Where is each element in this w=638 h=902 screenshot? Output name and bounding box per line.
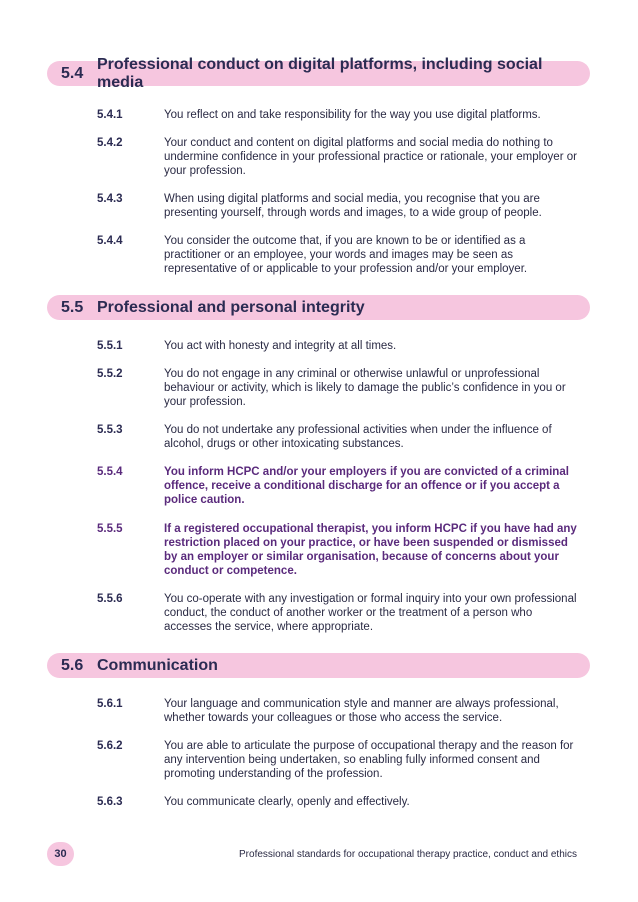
item-code: 5.6.1 [97, 698, 123, 710]
item-text: You act with honesty and integrity at all times. [164, 340, 397, 352]
item-code: 5.6.3 [97, 796, 123, 808]
section-number: 5.4 [61, 64, 84, 82]
item-code: 5.5.1 [97, 340, 123, 352]
item-text: If a registered occupational therapist, you inform HCPC if you have had any restriction placed on your practice, or have been suspended or dismissed by an employer or similar organisation, because of concerns about your conduct or competence. [164, 523, 577, 577]
item-text: You inform HCPC and/or your employers if you are convicted of a criminal offence, receive a conditional discharge for an offence or if you accept a police caution. [164, 466, 569, 506]
item-text: You do not undertake any professional activities when under the influence of alcohol, drugs or other intoxicating substances. [164, 424, 552, 450]
item-text: You co-operate with any investigation or formal inquiry into your own professional conduct, the conduct of another worker or the treatment of a person who accesses the service, where appropriate. [164, 593, 577, 633]
page-number: 30 [47, 842, 74, 866]
section-title: Communication [97, 656, 218, 674]
section-number: 5.5 [61, 298, 84, 316]
item-text: You reflect on and take responsibility for the way you use digital platforms. [164, 109, 541, 121]
item-code: 5.5.3 [97, 424, 123, 436]
item-code: 5.4.2 [97, 137, 123, 149]
item-text: You consider the outcome that, if you are known to be or identified as a practitioner or an employee, your words and images may be seen as representative of or applicable to your profession and/or your employer. [164, 235, 528, 275]
item-code: 5.5.4 [97, 466, 123, 478]
item-text: Your conduct and content on digital platforms and social media do nothing to undermine confidence in your professional practice or rationale, your employer or your profession. [164, 137, 577, 177]
section-title: Professional conduct on digital platforms, including social media [97, 55, 543, 91]
item-code: 5.6.2 [97, 740, 123, 752]
item-text: You are able to articulate the purpose of occupational therapy and the reason for any intervention being undertaken, so enabling fully informed consent and promoting understanding of the profession. [164, 740, 574, 780]
item-code: 5.5.5 [97, 523, 123, 535]
item-text: You communicate clearly, openly and effectively. [164, 796, 410, 808]
item-code: 5.4.4 [97, 235, 123, 247]
section-heading-5-4 [47, 55, 590, 91]
section-heading-5-5 [47, 295, 590, 320]
section-heading-5-6 [47, 653, 590, 678]
item-code: 5.4.1 [97, 109, 123, 121]
item-code: 5.5.2 [97, 368, 123, 380]
footer-document-title: Professional standards for occupational therapy practice, conduct and ethics [239, 849, 577, 860]
item-text: Your language and communication style and manner are always professional, whether towards your colleagues or those who access the service. [164, 698, 559, 724]
item-code: 5.5.6 [97, 593, 123, 605]
item-code: 5.4.3 [97, 193, 123, 205]
item-text: When using digital platforms and social media, you recognise that you are presenting yourself, through words and images, to a wide group of people. [164, 193, 542, 219]
section-number: 5.6 [61, 656, 84, 674]
section-title: Professional and personal integrity [97, 298, 365, 316]
item-text: You do not engage in any criminal or otherwise unlawful or unprofessional behaviour or activity, which is likely to damage the public’s confidence in you or your profession. [164, 368, 566, 408]
